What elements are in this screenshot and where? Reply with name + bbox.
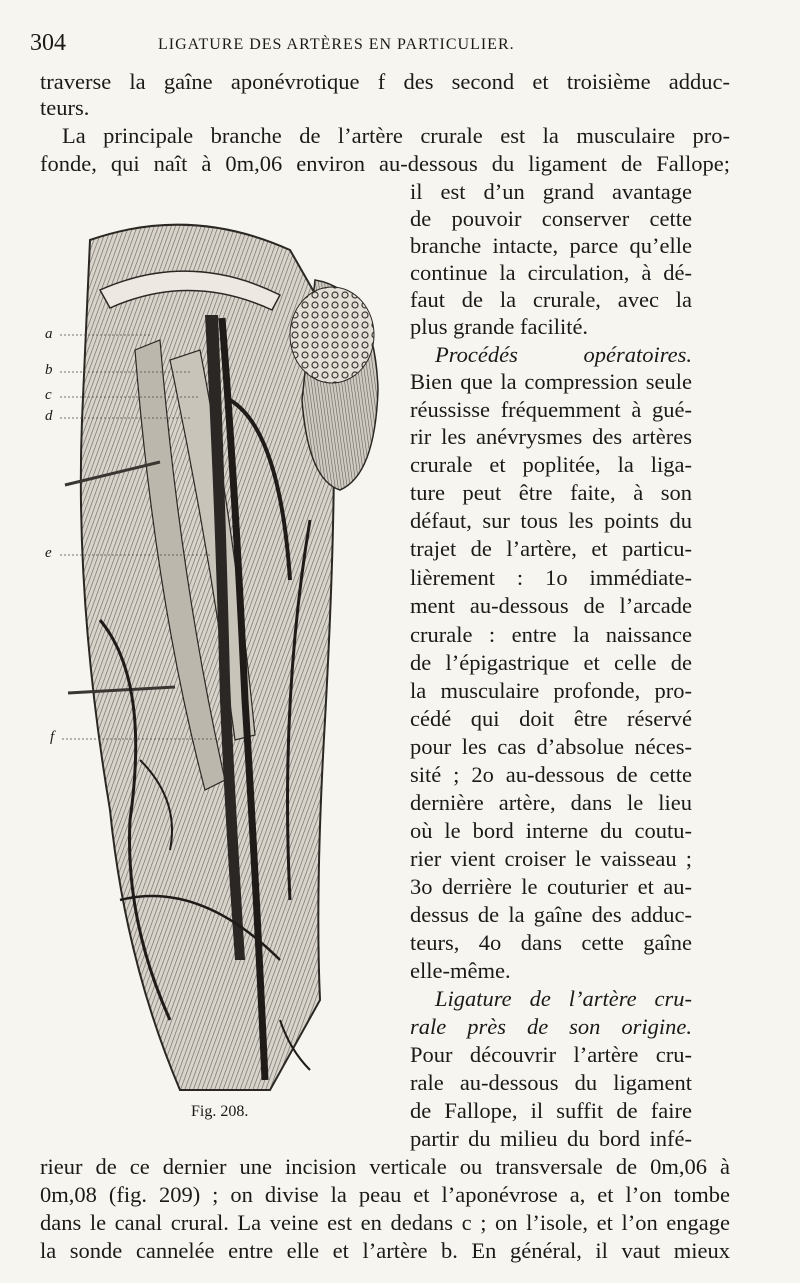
text-line: dans le canal crural. La veine est en dedans c ; on l’isole, et l’on engage	[40, 1210, 730, 1235]
figure-label-d: d	[45, 408, 53, 424]
text-line: sité ; 2o au-dessous de cette	[410, 762, 692, 787]
text-line: de pouvoir conserver cette	[410, 206, 692, 231]
text-line: crurale et poplitée, la liga-	[410, 452, 692, 477]
text-line: traverse la gaîne aponévrotique f des second et troisième adduc-	[40, 69, 730, 94]
section-heading: Procédés opératoires.	[435, 342, 692, 367]
text-line: il est d’un grand avantage	[410, 179, 692, 204]
section-heading: Ligature de l’artère cru-	[435, 986, 692, 1011]
text-line: rieur de ce dernier une incision verticale ou transversale de 0m,06 à	[40, 1154, 730, 1179]
figure-label-e: e	[45, 545, 52, 561]
text-line: branche intacte, parce qu’elle	[410, 233, 692, 258]
text-line: cédé qui doit être réservé	[410, 706, 692, 731]
text-line: La principale branche de l’artère crurale est la musculaire pro-	[62, 123, 730, 148]
text-line: crurale : entre la naissance	[410, 622, 692, 647]
text-line: où le bord interne du coutu-	[410, 818, 692, 843]
text-line: la sonde cannelée entre elle et l’artère b. En général, il vaut mieux	[40, 1238, 730, 1263]
text-line: 0m,08 (fig. 209) ; on divise la peau et l’aponévrose a, et l’on tombe	[40, 1182, 730, 1207]
text-line: dernière artère, dans le lieu	[410, 790, 692, 815]
text-line: plus grande facilité.	[410, 314, 589, 339]
text-line: trajet de l’artère, et particu-	[410, 536, 692, 561]
thigh-anatomy-illustration	[40, 200, 400, 1105]
text-line: teurs, 4o dans cette gaîne	[410, 930, 692, 955]
text-line: Bien que la compression seule	[410, 369, 692, 394]
text-line: dessus de la gaîne des adduc-	[410, 902, 692, 927]
text-line: pour les cas d’absolue néces-	[410, 734, 692, 759]
page-header	[30, 30, 730, 64]
figure-caption: Fig. 208.	[191, 1103, 249, 1120]
text-line: 3o derrière le couturier et au-	[410, 874, 692, 899]
text-line: rir les anévrysmes des artères	[410, 424, 692, 449]
text-line: réussisse fréquemment à gué-	[410, 397, 692, 422]
figure-label-a: a	[45, 326, 53, 342]
running-head: LIGATURE DES ARTÈRES EN PARTICULIER.	[158, 36, 515, 53]
text-line: fonde, qui naît à 0m,06 environ au-dessous du ligament de Fallope;	[40, 151, 730, 176]
text-line: rale au-dessous du ligament	[410, 1070, 692, 1095]
text-line: teurs.	[40, 95, 90, 120]
text-line: de Fallope, il suffit de faire	[410, 1098, 692, 1123]
text-line: faut de la crurale, avec la	[410, 287, 692, 312]
text-line: ture peut être faite, à son	[410, 480, 692, 505]
text-line: lièrement : 1o immédiate-	[410, 565, 692, 590]
text-line: continue la circulation, à dé-	[410, 260, 692, 285]
figure-label-c: c	[45, 387, 52, 403]
text-line: rier vient croiser le vaisseau ;	[410, 846, 692, 871]
text-line: Pour découvrir l’artère cru-	[410, 1042, 692, 1067]
text-line: elle-même.	[410, 958, 511, 983]
figure-label-b: b	[45, 362, 53, 378]
figure-label-f: f	[50, 729, 55, 745]
section-heading: rale près de son origine.	[410, 1014, 692, 1039]
page-number: 304	[30, 30, 66, 56]
text-line: la musculaire profonde, pro-	[410, 678, 692, 703]
text-line: ment au-dessous de l’arcade	[410, 593, 692, 618]
text-line: de l’épigastrique et celle de	[410, 650, 692, 675]
text-line: défaut, sur tous les points du	[410, 508, 692, 533]
text-line: partir du milieu du bord infé-	[410, 1126, 692, 1151]
